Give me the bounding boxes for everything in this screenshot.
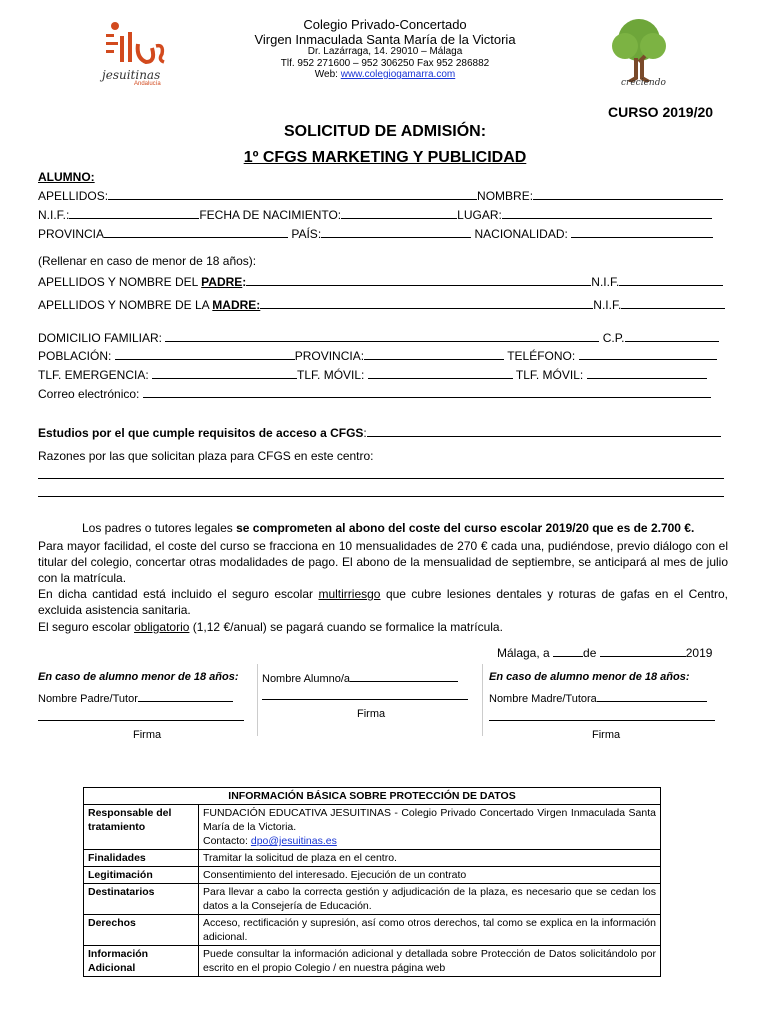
school-phones: Tlf. 952 271600 – 952 306250 Fax 952 286882 — [280, 58, 490, 69]
form-subtitle — [0, 149, 770, 167]
estudios-label: Estudios por el que cumple requisitos de acceso a CFGS — [38, 426, 364, 440]
compromiso-bold: se comprometen al abono del coste del curso escolar 2019/20 que es de 2.700 € — [236, 521, 691, 535]
apellidos-label: APELLIDOS: — [38, 189, 109, 203]
poblacion-label: POBLACIÓN: — [38, 349, 112, 363]
telefono-field[interactable] — [579, 348, 717, 360]
correo-field[interactable] — [143, 386, 711, 398]
school-address: Dr. Lazárraga, 14. 29010 – Málaga — [307, 46, 463, 57]
alumno-firma-row — [262, 670, 458, 685]
madre-nif-field[interactable] — [621, 297, 725, 309]
nacionalidad-field[interactable] — [571, 226, 713, 238]
padre-nif-field[interactable] — [619, 274, 723, 286]
fecha-line — [497, 645, 712, 660]
domicilio-label: DOMICILIO FAMILIAR: — [38, 331, 163, 345]
school-name: Virgen Inmaculada Santa María de la Victoria — [254, 32, 516, 47]
padre-tutor-row — [38, 690, 233, 705]
tlf-movil-1-field[interactable] — [368, 367, 513, 379]
row-key: Destinatarios — [84, 884, 199, 915]
madre-nif-label: N.I.F. — [593, 298, 622, 312]
padre-tutor-firma-line[interactable] — [38, 720, 244, 721]
table-row — [84, 805, 661, 850]
row-poblacion — [38, 348, 717, 363]
row-key: Información Adicional — [84, 946, 199, 977]
firma-center-label: Firma — [357, 708, 386, 720]
fecha-day-field[interactable] — [553, 645, 583, 657]
tree-icon — [605, 18, 673, 82]
padre-tutor-field[interactable] — [138, 690, 233, 702]
fecha-nacimiento-field[interactable] — [341, 207, 457, 219]
madre-word: MADRE: — [212, 298, 261, 312]
seguro-obligatorio-paragraph — [38, 619, 728, 635]
web-link[interactable]: www.colegiogamarra.com — [340, 69, 456, 80]
row-key: Legitimación — [84, 867, 199, 884]
madre-field[interactable] — [260, 297, 593, 309]
alumno-firma-field[interactable] — [350, 670, 458, 682]
row-value — [199, 805, 661, 850]
proteccion-datos-table — [83, 787, 661, 977]
alumno-firma-line[interactable] — [262, 699, 468, 700]
provincia-contacto-label: PROVINCIA: — [294, 349, 365, 363]
table-row — [84, 884, 661, 915]
fecha-de: de — [583, 646, 600, 660]
firma-divider-left — [257, 664, 258, 736]
school-type: Colegio Privado-Concertado — [303, 17, 467, 32]
lugar-field[interactable] — [502, 207, 712, 219]
compromiso-start: Los padres o tutores legales — [82, 521, 237, 535]
razones-label: Razones por las que solicitan plaza para CFGS en este centro: — [38, 449, 374, 463]
row-estudios — [38, 425, 721, 440]
table-row — [84, 867, 661, 884]
razones-line-2[interactable] — [38, 496, 724, 497]
table-row — [84, 946, 661, 977]
proteccion-heading: INFORMACIÓN BÁSICA SOBRE PROTECCIÓN DE DATOS — [84, 788, 661, 805]
row-nif — [38, 207, 712, 222]
seguro-paragraph — [38, 586, 728, 618]
pais-field[interactable] — [321, 226, 471, 238]
provincia-contacto-field[interactable] — [364, 348, 504, 360]
course-label: CURSO 2019/20 — [608, 104, 714, 120]
row-apellidos — [38, 188, 723, 203]
compromiso-end: . — [690, 521, 695, 535]
nombre-field[interactable] — [533, 188, 723, 200]
row-value: Puede consultar la información adicional y detallada sobre Protección de Datos solicitándolo por escrito en el propio Colegio / en nuestra página web — [199, 946, 661, 977]
row-value: Consentimiento del interesado. Ejecución de un contrato — [199, 867, 661, 884]
provincia-label: PROVINCIA — [38, 227, 105, 241]
nif-label: N.I.F.: — [38, 208, 70, 222]
fecha-city: Málaga, a — [497, 646, 554, 660]
table-row — [84, 915, 661, 946]
seguro-end: que cubre lesiones dentales y roturas de gafas en el Centro, excluida asistencia sanitaria. — [38, 587, 729, 617]
madre-tutora-label: Nombre Madre/Tutora — [489, 693, 597, 705]
seguro-multirriesgo: multirriesgo — [318, 587, 381, 601]
menor-left-label: En caso de alumno menor de 18 años: — [38, 671, 239, 683]
row-key: Derechos — [84, 915, 199, 946]
menor-note: (Rellenar en caso de menor de 18 años): — [38, 254, 257, 268]
estudios-colon: : — [363, 426, 367, 440]
nombre-label: NOMBRE: — [477, 189, 534, 203]
row-value: Para llevar a cabo la correcta gestión y adjudicación de la plaza, es necesario que se cedan los datos a la Consejería de Educación. — [199, 884, 661, 915]
tree-logo — [605, 18, 673, 90]
fecha-nacimiento-label: FECHA DE NACIMIENTO: — [199, 208, 342, 222]
tlf-movil-2-field[interactable] — [587, 367, 707, 379]
row-value: Acceso, rectificación y supresión, así como otros derechos, tal como se explica en la información adicional. — [199, 915, 661, 946]
correo-label: Correo electrónico: — [38, 387, 140, 401]
fecha-year: 2019 — [685, 646, 713, 660]
row-key: Finalidades — [84, 850, 199, 867]
cp-label: C.P. — [602, 331, 625, 345]
mensualidades-paragraph: Para mayor facilidad, el coste del curso se fracciona en 10 mensualidades de 270 € cada una, pudiéndose, previo diálogo con el titular del colegio, concertar otras modalidades de pago. El abono de la mensualidad de septiembre, se anticipará al mes de julio con la matrícula. — [38, 539, 728, 585]
padre-prefix: APELLIDOS Y NOMBRE DEL — [38, 275, 202, 289]
firma-left-label: Firma — [133, 729, 162, 741]
obligatorio-end: (1,12 €/anual) se pagará cuando se formalice la matrícula. — [189, 620, 503, 634]
tlf-movil-2-label: TLF. MÓVIL: — [515, 368, 584, 382]
tlf-movil-1-label: TLF. MÓVIL: — [297, 368, 365, 382]
apellidos-field[interactable] — [108, 188, 477, 200]
padre-word: PADRE — [201, 275, 243, 289]
tlf-emergencia-label: TLF. EMERGENCIA: — [38, 368, 149, 382]
menor-right-label: En caso de alumno menor de 18 años — [489, 671, 686, 683]
pais-label: PAÍS: — [291, 227, 322, 241]
nacionalidad-label: NACIONALIDAD: — [474, 227, 568, 241]
web-label: Web: — [314, 69, 338, 80]
cp-field[interactable] — [625, 330, 719, 342]
menor-right-colon: : — [685, 671, 690, 683]
row-domicilio — [38, 330, 719, 345]
firma-right-label: Firma — [592, 729, 621, 741]
domicilio-field[interactable] — [165, 330, 599, 342]
contact-email-link[interactable]: dpo@jesuitinas.es — [250, 835, 337, 847]
row-correo — [38, 386, 711, 401]
padre-colon: : — [242, 275, 247, 289]
padre-field[interactable] — [246, 274, 591, 286]
fecha-month-field[interactable] — [600, 645, 686, 657]
jesuitinas-logo-subtext: Andalucía — [134, 81, 161, 87]
alumno-firma-label: Nombre Alumno/a — [262, 673, 351, 685]
jesuitinas-logo-text: jesuitinas — [102, 68, 161, 82]
nif-field[interactable] — [69, 207, 199, 219]
table-row — [84, 850, 661, 867]
menor-right-row — [489, 671, 690, 683]
lugar-label: LUGAR: — [457, 208, 502, 222]
telefono-label: TELÉFONO: — [507, 349, 576, 363]
form-subtitle-text: 1º CFGS MARKETING Y PUBLICIDAD — [243, 149, 527, 166]
responsable-text: FUNDACIÓN EDUCATIVA JESUITINAS - Colegio Privado Concertado Virgen Inmaculada Santa María de la Victoria. — [203, 807, 656, 833]
madre-tutora-field[interactable] — [597, 690, 707, 702]
row-key: Responsable del tratamiento — [84, 805, 199, 850]
row-padre — [38, 274, 723, 289]
madre-tutora-firma-line[interactable] — [489, 720, 715, 721]
row-telefonos — [38, 367, 707, 382]
padre-tutor-label: Nombre Padre/Tutor — [38, 693, 138, 705]
obligatorio-word: obligatorio — [134, 620, 190, 634]
row-value: Tramitar la solicitud de plaza en el centro. — [199, 850, 661, 867]
row-madre — [38, 297, 725, 312]
proteccion-heading-row — [84, 788, 661, 805]
tree-logo-text: creciendo — [621, 78, 666, 88]
poblacion-field[interactable] — [115, 348, 295, 360]
contact-line — [203, 834, 656, 848]
firma-divider-right — [482, 664, 483, 736]
madre-tutora-row — [489, 690, 707, 705]
form-title: SOLICITUD DE ADMISIÓN: — [283, 123, 487, 140]
alumno-heading: ALUMNO: — [38, 170, 95, 184]
contact-label: Contacto: — [203, 835, 251, 847]
row-provincia — [38, 226, 713, 241]
tlf-emergencia-field[interactable] — [152, 367, 297, 379]
madre-prefix: APELLIDOS Y NOMBRE DE LA — [38, 298, 213, 312]
compromiso-paragraph — [38, 520, 728, 536]
provincia-field[interactable] — [104, 226, 288, 238]
padre-nif-label: N.I.F. — [591, 275, 620, 289]
razones-line-1[interactable] — [38, 478, 724, 479]
seguro-start: En dicha cantidad está incluido el seguro escolar — [38, 587, 319, 601]
estudios-field[interactable] — [367, 425, 721, 437]
obligatorio-start: El seguro escolar — [38, 620, 135, 634]
